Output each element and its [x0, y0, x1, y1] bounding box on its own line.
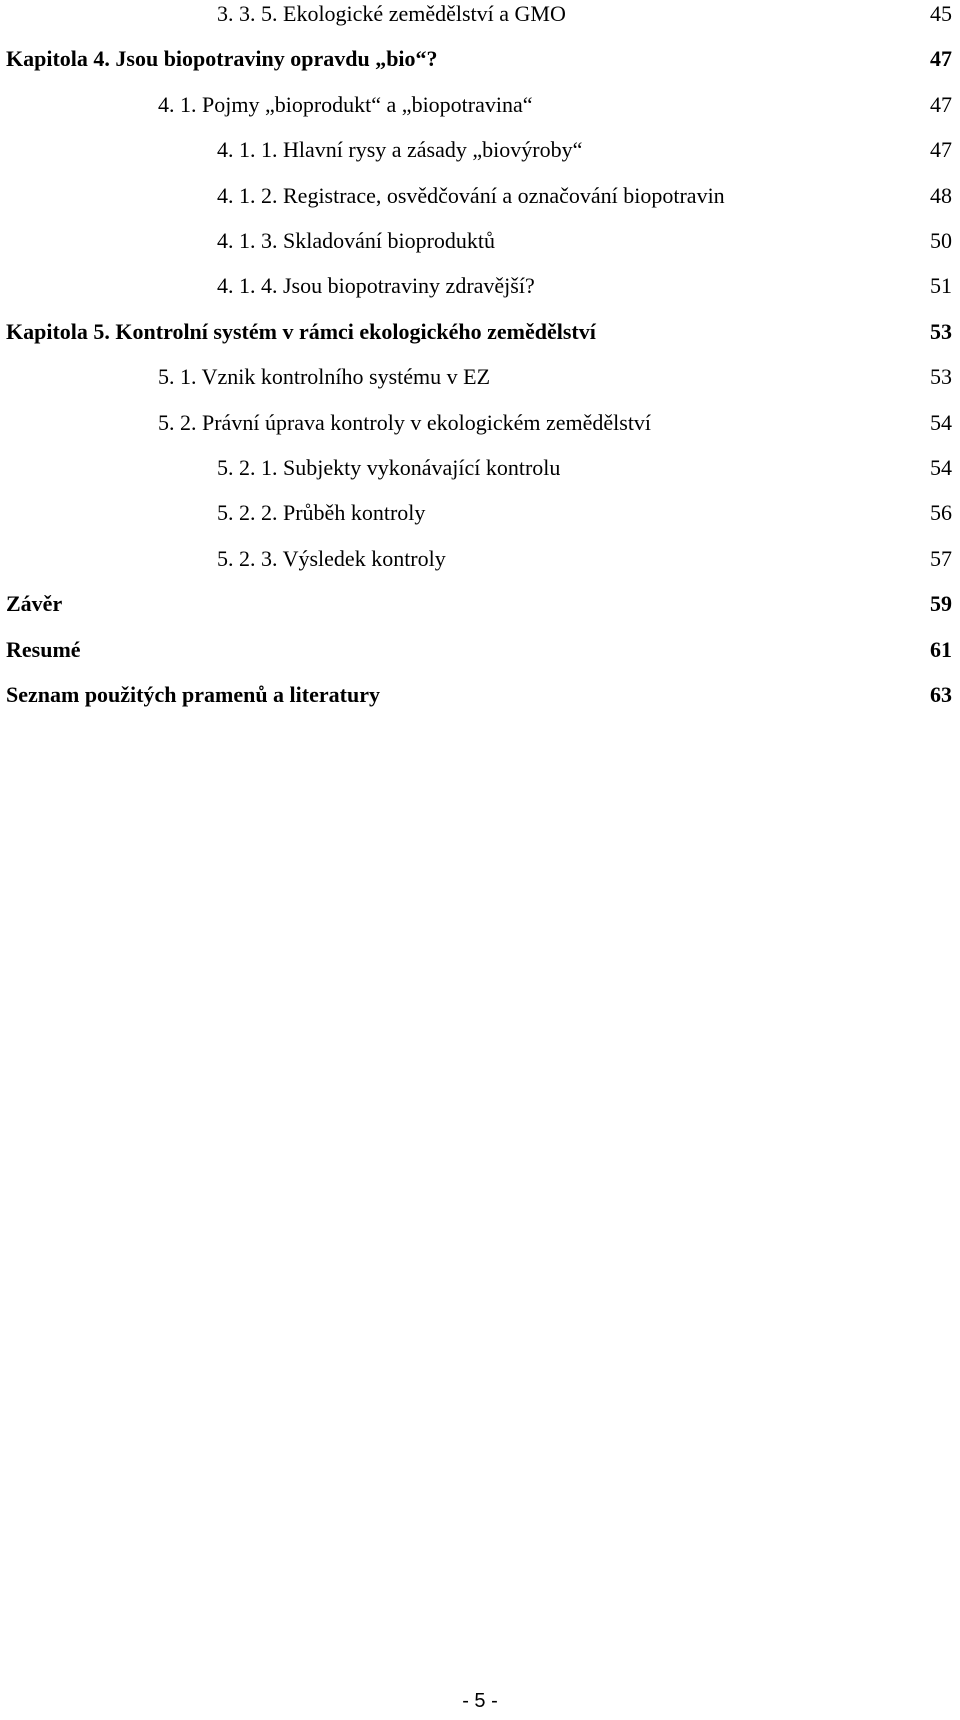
- toc-chapter-entry: [0, 681, 960, 721]
- toc-entry-title: Závěr: [6, 591, 63, 617]
- toc-section-entry: [0, 409, 960, 449]
- toc-entry-title: 5. 1. Vznik kontrolního systému v EZ: [158, 364, 491, 390]
- toc-section-entry: [0, 91, 960, 131]
- toc-entry-title: 5. 2. 2. Průběh kontroly: [217, 500, 426, 526]
- toc-section-entry: [0, 499, 960, 539]
- toc-entry-page-number: 57: [930, 545, 952, 571]
- toc-entry-title: 4. 1. 2. Registrace, osvědčování a označování biopotravin: [217, 182, 725, 208]
- toc-entry-page-number: 51: [930, 273, 952, 299]
- toc-entry-page-number: 47: [930, 137, 952, 163]
- toc-section-entry: [0, 272, 960, 312]
- toc-section-entry: [0, 545, 960, 585]
- toc-entry-title: 4. 1. 4. Jsou biopotraviny zdravější?: [217, 273, 535, 299]
- toc-entry-page-number: 47: [930, 46, 952, 72]
- toc-entry-page-number: 47: [930, 91, 952, 117]
- toc-entry-title: 5. 2. 3. Výsledek kontroly: [217, 545, 446, 571]
- toc-entry-title: Seznam použitých pramenů a literatury: [6, 682, 380, 707]
- toc-section-entry: [0, 136, 960, 176]
- toc-entry-page-number: 61: [930, 636, 952, 662]
- toc-chapter-entry: [0, 45, 960, 85]
- toc-entry-page-number: 53: [930, 318, 952, 344]
- toc-entry-page-number: 56: [930, 500, 952, 526]
- toc-entry-title: 4. 1. 3. Skladování bioproduktů: [217, 228, 496, 253]
- toc-entry-page-number: 63: [930, 682, 952, 707]
- toc-entry-page-number: 54: [930, 455, 952, 480]
- toc-chapter-entry: [0, 636, 960, 676]
- toc-entry-page-number: 59: [930, 591, 952, 617]
- toc-entry-title: 4. 1. 1. Hlavní rysy a zásady „biovýroby“: [217, 137, 583, 163]
- page-number: - 5 -: [462, 1690, 498, 1712]
- toc-entry-page-number: 54: [930, 409, 952, 435]
- toc-entry-page-number: 50: [930, 228, 952, 253]
- toc-section-entry: [0, 454, 960, 494]
- toc-chapter-entry: [0, 590, 960, 630]
- toc-entry-page-number: 45: [930, 1, 952, 26]
- toc-section-entry: [0, 363, 960, 403]
- toc-entry-page-number: 48: [930, 182, 952, 208]
- toc-entry-page-number: 53: [930, 364, 952, 390]
- toc-chapter-entry: [0, 318, 960, 358]
- toc-section-entry: [0, 0, 960, 40]
- toc-entry-title: Kapitola 5. Kontrolní systém v rámci ekologického zemědělství: [6, 318, 596, 344]
- toc-entry-title: 5. 2. Právní úprava kontroly v ekologickém zemědělství: [158, 409, 652, 435]
- toc-entry-title: 4. 1. Pojmy „bioprodukt“ a „biopotravina“: [158, 91, 533, 117]
- toc-entry-title: Resumé: [6, 636, 81, 662]
- toc-entry-title: 3. 3. 5. Ekologické zemědělství a GMO: [217, 1, 566, 26]
- toc-section-entry: [0, 227, 960, 267]
- toc-section-entry: [0, 182, 960, 222]
- toc-entry-title: Kapitola 4. Jsou biopotraviny opravdu „bio“?: [6, 46, 438, 72]
- toc-entry-title: 5. 2. 1. Subjekty vykonávající kontrolu: [217, 455, 561, 480]
